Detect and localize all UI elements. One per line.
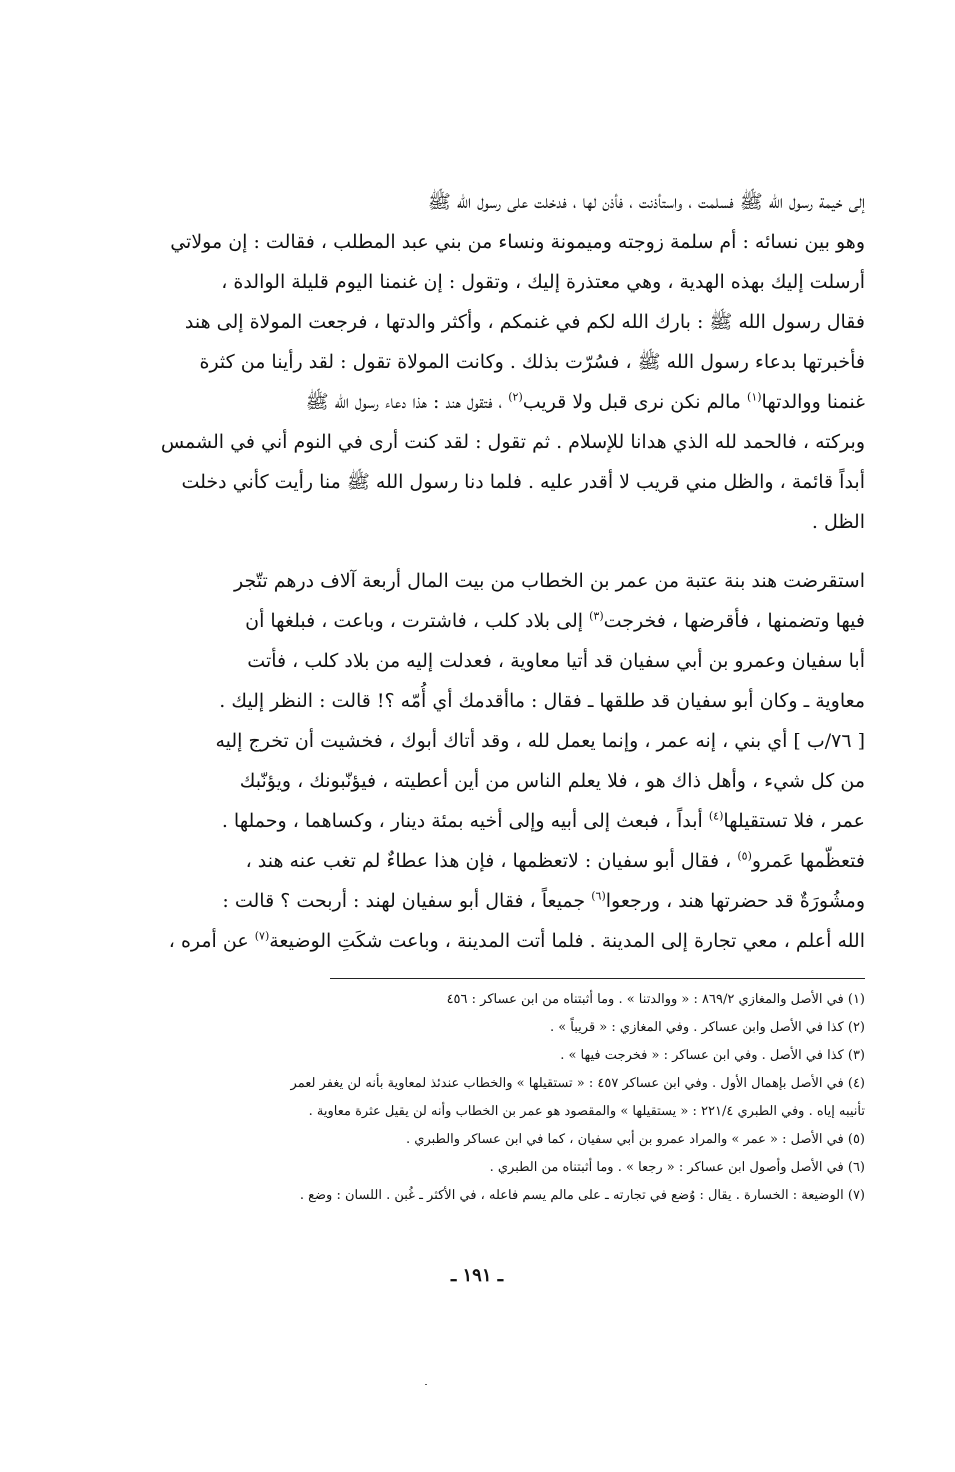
text-line: وبركته ، فالحمد لله الذي هدانا للإسلام . ثم تقول : لقد كنت أرى في النوم أني في الشمس <box>160 431 865 453</box>
page-number: ـ ١٩١ ـ <box>450 1265 504 1286</box>
text-segment: أبداً ، فبعث إلى أبيه وإلى أخيه بمئة دينار ، وكساهما ، وحملها . <box>221 810 703 832</box>
text-segment: عمر ، فلا تستقيلها <box>723 810 865 832</box>
footnote: (٢) كذا في الأصل وابن عساكر . وفي المغازي : « قريباً » . <box>549 1020 865 1035</box>
text-segment: ومشُورَةٌ قد حضرتها هند ، ورجعوا <box>605 890 865 912</box>
text-segment: عن أمره ، <box>168 930 249 952</box>
text-segment: غنمنا ووالدتها <box>761 391 865 413</box>
text-line <box>160 881 865 921</box>
text-segment: فيها وتضمنها ، فأقرضها ، فخرجت <box>603 610 865 632</box>
text-line <box>160 841 865 881</box>
footnote: (١) في الأصل والمغازي ٨٦٩/٢ : « ووالدتنا » . وما أثبتناه من ابن عساكر : ٤٥٦ <box>446 992 865 1007</box>
text-segment: فتعظّمها عَمرو <box>751 850 865 872</box>
footnote-continuation: تأنيبه إياه . وفي الطبري ٢٢١/٤ : « يستقيلها » والمقصود هو عمر بن الخطاب وأنه لن يقيل عثرة معاوية . <box>308 1104 865 1119</box>
text-line <box>160 801 865 841</box>
text-line: وهو بين نسائه : أم سلمة زوجته وميمونة ونساء من بني عبد المطلب ، فقالت : إن مولاتي <box>170 231 865 253</box>
paragraph-1 <box>160 182 865 542</box>
text-line: أبداً قائمة ، والظل مني قريب لا أقدر عليه . فلما دنا رسول الله ﷺ منا رأيت كأني دخلت <box>181 471 865 493</box>
text-line <box>160 601 865 641</box>
text-line <box>160 921 865 961</box>
text-line: استقرضت هند بنة عتبة من عمر بن الخطاب من بيت المال أربعة آلاف درهم تتّجر <box>233 570 865 592</box>
paragraph-2 <box>160 561 865 961</box>
text-line: فقال رسول الله ﷺ : بارك الله لكم في غنمكم ، وأكثر والدتها ، فرجعت المولاة إلى هند <box>184 311 865 333</box>
text-line <box>160 382 865 422</box>
scan-speck <box>425 1384 427 1385</box>
text-line: من كل شيء ، وأهل ذاك هو ، فلا يعلم الناس من أين أعطيته ، فيؤنّبونك ، ويؤنّبك <box>239 770 865 792</box>
footnote: (٤) في الأصل بإهمال الأول . وفي ابن عساكر ٤٥٧ : « تستقيلها » والخطاب عندئذ لمعاوية بأنه لن يغفر لعمر <box>290 1076 865 1091</box>
footnote-ref[interactable]: (٢) <box>508 390 523 404</box>
text-line: أرسلت إليك بهذه الهدية ، وهي معتذرة إليك ، وتقول : إن غنمنا اليوم قليلة الوالدة ، <box>221 271 865 293</box>
text-line: [ ٧٦/ب ] أي بني ، إنه عمر ، وإنما يعمل لله ، وقد أتاك أبوك ، فخشيت أن تخرج إليه <box>215 730 865 752</box>
text-segment: مالم نكن نرى قبل ولا قريب <box>522 391 741 413</box>
text-segment: إلى بلاد كلب ، فاشترت ، وباعت ، فبلغها أن <box>245 610 584 632</box>
footnote: (٣) كذا في الأصل . وفي ابن عساكر : « فخرجت فيها » . <box>560 1048 865 1063</box>
footnote-ref[interactable]: (٣) <box>589 609 604 623</box>
footnote: (٧) الوضيعة : الخسارة . يقال : وُضع في تجارته ـ على مالم يسم فاعله ، في الأكثر ـ غُبن . اللسان : وضع . <box>299 1188 865 1203</box>
text-line: أبا سفيان وعمرو بن أبي سفيان قد أتيا معاوية ، فعدلت إليه من بلاد كلب ، فأتت <box>247 650 865 672</box>
footnote-ref[interactable]: (٤) <box>708 809 724 823</box>
text-segment: الله أعلم ، معي تجارة إلى المدينة . فلما أتت المدينة ، وباعت شكَتِ الوضيعة <box>269 930 865 952</box>
text-line: فأخبرتها بدعاء رسول الله ﷺ ، فسُرّت بذلك . وكانت المولاة تقول : لقد رأينا من كثرة <box>199 351 865 373</box>
text-segment: ، فتقول هند : هذا دعاء رسول الله ﷺ <box>305 391 503 413</box>
text-segment: جميعاً ، فقال أبو سفيان لهند : أربحت ؟ قالت : <box>222 890 586 912</box>
footnote-ref[interactable]: (١) <box>747 390 762 404</box>
footnote-ref[interactable]: (٥) <box>737 849 752 863</box>
footnote: (٦) في الأصل وأصول ابن عساكر : « رجعا » . وما أثبتناه من الطبري . <box>489 1160 865 1175</box>
footnote-ref[interactable]: (٦) <box>591 889 606 903</box>
text-line: الظل . <box>811 511 865 533</box>
text-line: معاوية ـ وكان أبو سفيان قد طلقها ـ فقال : ماأقدمك أي أُمّه ؟! قالت : النظر إليك . <box>219 690 865 712</box>
text-line: إلى خيمة رسول الله ﷺ فسلمت ، واستأذنت ، فأذن لها ، فدخلت على رسول الله ﷺ <box>427 191 865 213</box>
footnote-divider <box>330 978 865 979</box>
text-segment: ، فقال أبو سفيان : لاتعظمها ، فإن هذا عطاءٌ لم تغب عنه هند ، <box>245 850 732 872</box>
footnotes <box>160 986 865 1210</box>
footnote-ref[interactable]: (٧) <box>254 929 270 943</box>
footnote: (٥) في الأصل : « عمر » والمراد عمرو بن أبي سفيان ، كما في ابن عساكر والطبري . <box>406 1132 865 1147</box>
